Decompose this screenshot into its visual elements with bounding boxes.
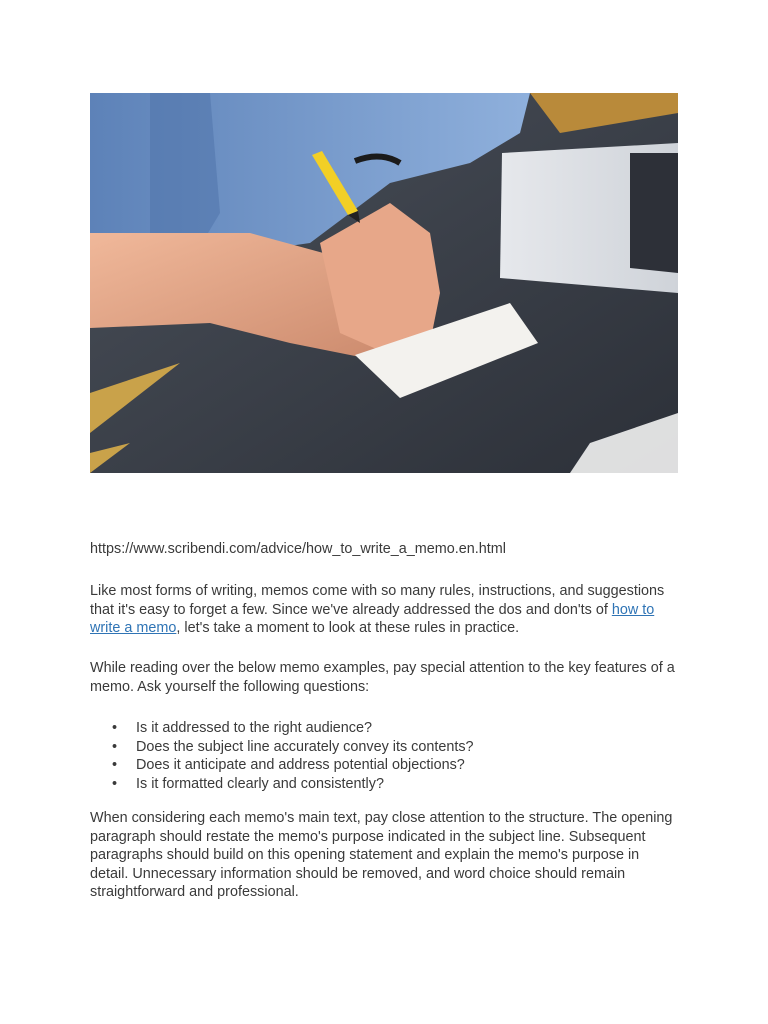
structure-paragraph: When considering each memo's main text, pay close attention to the structure. The opening paragraph should restate the memo's purpose indicated in the subject line. Subsequent paragraphs should build on this opening statement and explain the memo's purpose in detail. Unnecessary information should be removed, and word choice should remain straightforward and professional. — [90, 810, 673, 901]
list-item: • Does it anticipate and address potential objections? — [90, 756, 680, 775]
list-item: • Is it formatted clearly and consistently? — [90, 775, 680, 794]
intro-text-before: Like most forms of writing, memos come with so many rules, instructions, and suggestions that it's easy to forget a few. Since we've already addressed the dos and don'ts of — [90, 583, 665, 618]
intro-paragraph — [90, 582, 680, 638]
header-photo — [90, 93, 678, 473]
questions-intro-paragraph: While reading over the below memo examples, pay special attention to the key features of a memo. Ask yourself the following questions: — [90, 660, 675, 695]
questions-list — [90, 719, 680, 793]
source-url: https://www.scribendi.com/advice/how_to_write_a_memo.en.html — [90, 541, 506, 557]
list-item: • Does the subject line accurately convey its contents? — [90, 738, 680, 757]
list-item: • Is it addressed to the right audience? — [90, 719, 680, 738]
how-to-write-memo-link[interactable]: how to write a memo — [90, 601, 655, 637]
intro-text-after: , let's take a moment to look at these rules in practice. — [176, 620, 520, 637]
